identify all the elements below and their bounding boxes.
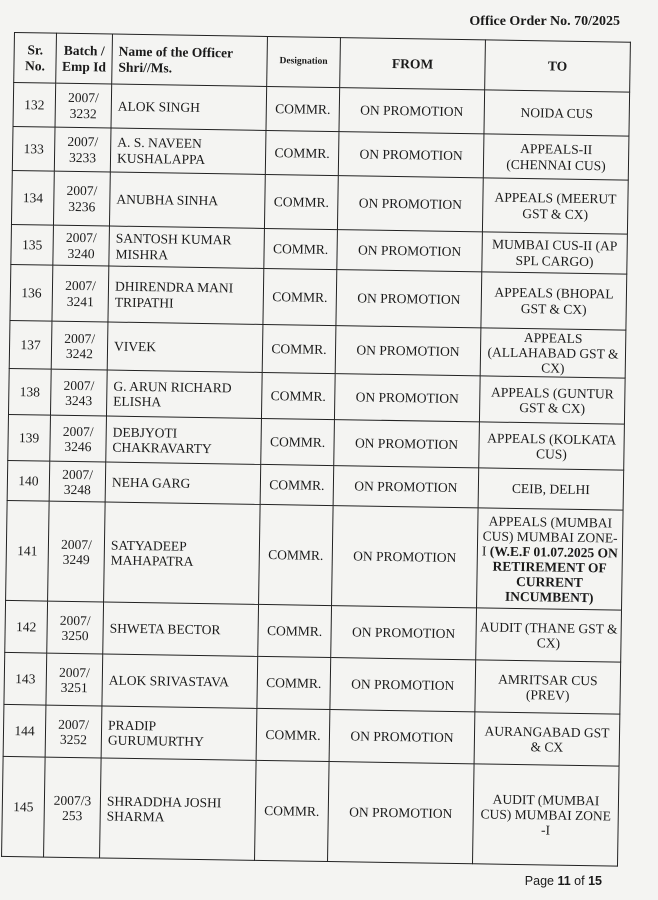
cell-batch: 2007/ 3246: [50, 415, 107, 462]
cell-to: [475, 660, 621, 714]
col-header-to: TO: [485, 40, 631, 92]
cell-from: ON PROMOTION: [331, 606, 477, 660]
cell-officer-name: ALOK SRIVASTAVA: [102, 654, 258, 708]
page-current: 11: [557, 874, 571, 888]
cell-sr: 144: [3, 705, 46, 758]
cell-batch: 2007/ 3248: [49, 461, 106, 502]
cell-from: ON PROMOTION: [332, 506, 479, 608]
cell-designation: COMMR.: [261, 419, 335, 466]
page-label: Page: [524, 874, 554, 888]
table-row: [2, 757, 619, 867]
cell-to: [481, 272, 627, 330]
cell-batch: 2007/ 3243: [50, 369, 107, 416]
cell-batch: 2007/ 3241: [52, 265, 109, 322]
cell-from: ON PROMOTION: [329, 710, 475, 764]
cell-designation: COMMR.: [255, 761, 330, 862]
cell-to-text: APPEALS-II (CHENNAI CUS): [506, 141, 606, 173]
cell-to: [482, 232, 628, 274]
cell-from: ON PROMOTION: [334, 420, 480, 468]
cell-officer-name: ANUBHA SINHA: [109, 172, 265, 228]
cell-designation: COMMR.: [264, 228, 338, 269]
page-number: [525, 874, 602, 888]
cell-designation: COMMR.: [263, 268, 337, 325]
posting-table-wrapper: [1, 32, 630, 867]
cell-sr: 136: [10, 264, 53, 321]
cell-designation: COMMR.: [266, 86, 340, 131]
cell-to-text: APPEALS (BHOPAL GST & CX): [494, 284, 614, 317]
cell-batch: 2007/ 3249: [48, 501, 106, 602]
cell-from: ON PROMOTION: [335, 326, 481, 377]
cell-officer-name: ALOK SINGH: [111, 84, 267, 130]
cell-designation: COMMR.: [265, 130, 339, 175]
cell-sr: 139: [8, 415, 51, 462]
cell-to-text: NOIDA CUS: [520, 104, 594, 122]
table-row: [6, 501, 623, 611]
cell-sr: 138: [8, 369, 51, 416]
cell-batch: 2007/ 3242: [51, 321, 108, 370]
cell-to-text: APPEALS (KOLKATA CUS): [487, 430, 617, 462]
cell-to-text: CEIB, DELHI: [511, 481, 590, 498]
cell-sr: 141: [6, 501, 50, 602]
cell-to: [479, 422, 625, 470]
cell-from: ON PROMOTION: [338, 132, 484, 178]
table-row: [4, 653, 621, 715]
cell-to: [476, 608, 622, 662]
cell-sr: 143: [4, 653, 47, 706]
cell-to: [472, 764, 619, 866]
cell-designation: COMMR.: [262, 324, 336, 373]
col-header-batch: Batch / Emp Id: [56, 33, 113, 84]
cell-sr: 133: [12, 126, 55, 171]
cell-designation: COMMR.: [260, 465, 334, 506]
cell-designation: COMMR.: [259, 505, 334, 606]
cell-batch: 2007/3 253: [44, 757, 102, 858]
cell-to-text: APPEALS (GUNTUR GST & CX): [490, 384, 614, 416]
cell-batch: 2007/ 3252: [45, 705, 102, 758]
cell-sr: 142: [5, 601, 48, 654]
cell-to: [483, 134, 629, 180]
cell-to: [474, 712, 620, 766]
cell-sr: 140: [7, 461, 50, 502]
cell-to: [480, 328, 626, 379]
col-header-designation: Designation: [267, 36, 341, 87]
cell-sr: 132: [13, 83, 56, 128]
office-order-number: Office Order No. 70/2025: [469, 14, 620, 29]
cell-officer-name: A. S. NAVEEN KUSHALAPPA: [110, 128, 266, 174]
cell-batch: 2007/ 3250: [47, 601, 104, 654]
cell-to-text: APPEALS (MUMBAI CUS) MUMBAI ZONE-I: [481, 513, 618, 559]
cell-officer-name: VIVEK: [107, 322, 263, 373]
cell-from: ON PROMOTION: [337, 176, 483, 232]
table-row: [3, 705, 620, 767]
cell-to-text: MUMBAI CUS-II (AP SPL CARGO): [491, 236, 618, 269]
cell-officer-name: NEHA GARG: [105, 462, 261, 504]
cell-to: [477, 508, 624, 610]
page-total: 15: [588, 874, 602, 888]
cell-from: ON PROMOTION: [339, 88, 485, 134]
cell-designation: COMMR.: [264, 174, 338, 229]
cell-from: ON PROMOTION: [330, 658, 476, 712]
cell-to: [478, 468, 624, 510]
cell-batch: 2007/ 3240: [53, 225, 110, 266]
col-header-name: Name of the Officer Shri//Ms.: [112, 34, 268, 86]
table-row: [5, 601, 622, 663]
cell-officer-name: DHIRENDRA MANI TRIPATHI: [108, 266, 264, 324]
cell-to-text: AURANGABAD GST & CX: [484, 723, 610, 755]
cell-to: [484, 90, 630, 136]
cell-batch: 2007/ 3236: [53, 171, 110, 226]
cell-officer-name: PRADIP GURUMURTHY: [101, 706, 257, 760]
cell-sr: 145: [2, 757, 46, 858]
cell-to-text: APPEALS (MEERUT GST & CX): [494, 189, 617, 222]
cell-to-note: (W.E.F 01.07.2025 ON RETIREMENT OF CURRENT INCUMBENT): [489, 543, 618, 606]
posting-table: [1, 32, 631, 867]
col-header-from: FROM: [340, 38, 486, 90]
cell-to-text: AUDIT (THANE GST & CX): [479, 619, 618, 651]
cell-from: ON PROMOTION: [334, 374, 480, 422]
cell-officer-name: SHRADDHA JOSHI SHARMA: [100, 758, 257, 860]
cell-to: [479, 376, 625, 424]
cell-from: ON PROMOTION: [333, 466, 479, 508]
cell-batch: 2007/ 3251: [46, 653, 103, 706]
cell-to-text: AUDIT (MUMBAI CUS) MUMBAI ZONE -I: [480, 791, 612, 838]
cell-batch: 2007/ 3233: [54, 127, 111, 172]
cell-officer-name: SANTOSH KUMAR MISHRA: [109, 226, 265, 268]
cell-from: ON PROMOTION: [336, 270, 482, 328]
cell-officer-name: DEBJYOTI CHAKRAVARTY: [106, 416, 262, 464]
table-row: [11, 170, 628, 234]
cell-sr: 135: [11, 224, 54, 265]
cell-designation: COMMR.: [258, 605, 332, 658]
cell-designation: COMMR.: [257, 657, 331, 710]
cell-from: ON PROMOTION: [337, 230, 483, 272]
table-row: [10, 264, 627, 330]
col-header-sr: Sr. No.: [14, 33, 57, 84]
cell-designation: COMMR.: [256, 709, 330, 762]
cell-sr: 137: [9, 320, 52, 369]
cell-from: ON PROMOTION: [328, 762, 475, 864]
cell-sr: 134: [11, 170, 54, 225]
cell-designation: COMMR.: [261, 373, 335, 420]
page-of: of: [574, 874, 585, 888]
cell-to-text: APPEALS (ALLAHABAD GST & CX): [487, 330, 619, 376]
cell-to: [482, 178, 628, 234]
cell-officer-name: SHWETA BECTOR: [103, 602, 259, 656]
cell-batch: 2007/ 3232: [55, 83, 112, 128]
cell-officer-name: G. ARUN RICHARD ELISHA: [106, 370, 262, 418]
cell-officer-name: SATYADEEP MAHAPATRA: [104, 502, 261, 604]
cell-to-text: AMRITSAR CUS (PREV): [498, 671, 598, 703]
